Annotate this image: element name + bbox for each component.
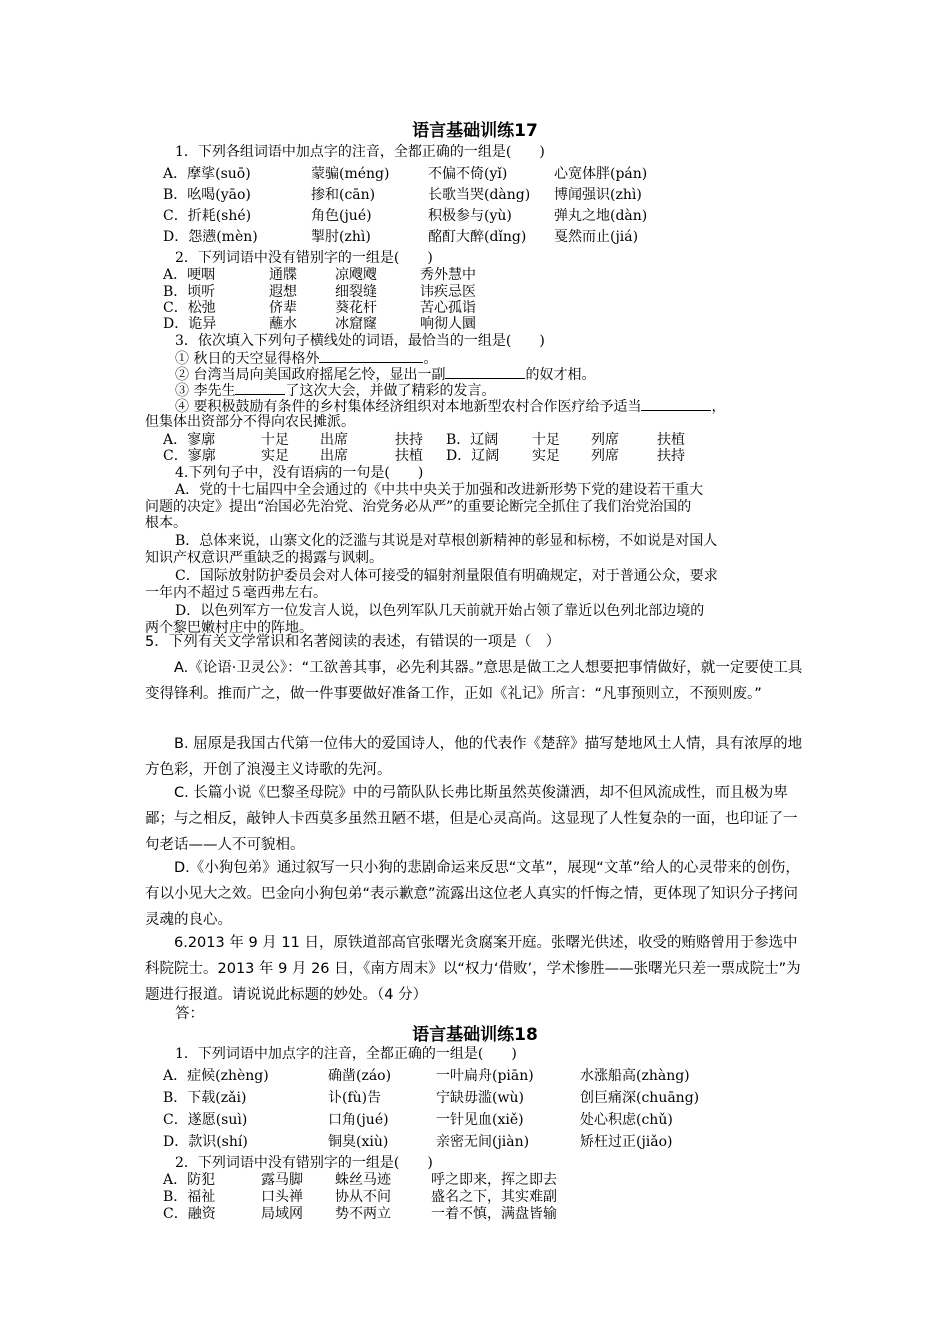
sentence-text: 的奴才相。 — [525, 367, 596, 383]
option-text: C．折耗(shé) — [163, 208, 252, 224]
q4-stem: 4.下列句子中，没有语病的一句是( ) — [175, 465, 424, 481]
option-text: 葵花杆 — [335, 300, 377, 316]
q3-options-ab — [163, 432, 685, 449]
option-text: D．怨懑(mèn) — [163, 229, 258, 245]
option-text: 实足 — [532, 448, 560, 464]
option-text: B．下载(zǎi) — [163, 1090, 247, 1106]
q5-option-a: A.《论语·卫灵公》：“工欲善其事，必先利其器。”意思是做工之人想要把事情做好，就一定要使工具变得锋利。推而广之，做一件事要做好准备工作，正如《礼记》所言：“凡事预则立，不预则废。” — [145, 660, 803, 702]
p2-stem: 2．下列词语中没有错别字的一组是( ) — [175, 1155, 433, 1171]
option-text: 十足 — [261, 432, 289, 448]
option-text: 通牒 — [269, 267, 297, 283]
option-text: 矫枉过正(jiǎo) — [580, 1134, 673, 1150]
q5-option-d: D.《小狗包弟》通过叙写一只小狗的悲剧命运来反思“文革”，展现“文革”给人的心灵带来的创伤，有以小见大之效。巴金向小狗包弟“表示歉意”流露出这位老人真实的忏悔之情，更体现了知识分子拷问灵魂的良心。 — [145, 860, 800, 928]
option-text: B．辽阔 — [446, 432, 499, 448]
option-text: 露马脚 — [261, 1172, 303, 1188]
option-text: A．摩挲(suō) — [163, 166, 251, 182]
q4-b-line1: B．总体来说，山寨文化的泛滥与其说是对草根创新精神的彰显和标榜，不如说是对国人 — [175, 533, 718, 549]
option-text: 积极参与(yù) — [428, 208, 512, 224]
sentence-text: ② 台湾当局向美国政府摇尾乞怜，显出一副 — [175, 367, 446, 383]
option-text: 一叶扁舟(piān) — [436, 1068, 534, 1084]
sentence-text: ① 秋日的天空显得格外 — [175, 351, 320, 367]
option-text: D．款识(shí) — [163, 1134, 248, 1150]
q2-option-a — [163, 267, 476, 284]
option-text: 弹丸之地(dàn) — [554, 208, 648, 224]
option-text: 一针见血(xiě) — [436, 1112, 524, 1128]
q2-stem: 2．下列词语中没有错别字的一组是( ) — [175, 250, 433, 266]
sentence-text: 了这次大会，并做了精彩的发言。 — [285, 383, 496, 399]
option-text: 协从不问 — [335, 1189, 391, 1205]
option-text: 铜臭(xiù) — [328, 1134, 389, 1150]
q1-stem: 1．下列各组词语中加点字的注音，全都正确的一组是( ) — [175, 144, 545, 160]
option-text: 宁缺毋滥(wù) — [436, 1090, 524, 1106]
option-text: 扶持 — [395, 432, 423, 448]
option-text: 角色(jué) — [311, 208, 372, 224]
option-text: 创巨痛深(chuāng) — [580, 1090, 700, 1106]
option-text: 出席 — [320, 448, 348, 464]
q4-b-line2: 知识产权意识严重缺乏的揭露与讽刺。 — [145, 550, 383, 566]
q4-c-line1: C．国际放射防护委员会对人体可接受的辐射剂量限值有明确规定，对于普通公众，要求 — [175, 568, 718, 584]
q5-option-b: B. 屈原是我国古代第一位伟大的爱国诗人，他的代表作《楚辞》描写楚地风土人情，具有浓厚的地方色彩，开创了浪漫主义诗歌的先河。 — [145, 736, 803, 778]
option-text: B．吆喝(yāo) — [163, 187, 251, 203]
option-text: 扶持 — [657, 448, 685, 464]
option-text: 势不两立 — [335, 1206, 391, 1222]
option-text: B．顷听 — [163, 284, 216, 300]
p1-option-c — [163, 1112, 673, 1129]
option-text: 苦心孤诣 — [420, 300, 476, 316]
option-text: 亲密无间(jiàn) — [436, 1134, 530, 1150]
fill-blank — [445, 366, 525, 379]
title-training-17: 语言基础训练17 — [412, 121, 538, 141]
option-text: C．融资 — [163, 1206, 216, 1222]
option-text: 戛然而止(jiá) — [554, 229, 639, 245]
option-text: 长歌当哭(dàng) — [428, 187, 531, 203]
q1-option-c — [163, 208, 647, 225]
q5-option-c: C. 长篇小说《巴黎圣母院》中的弓箭队队长弗比斯虽然英俊潇洒，却不但风流成性，而且极为卑鄙；与之相反，敲钟人卡西莫多虽然丑陋不堪，但是心灵高尚。这显现了人性复杂的一面，也印证了一句老话——人不可貌相。 — [145, 785, 798, 853]
option-text: 细裂缝 — [335, 284, 377, 300]
fill-blank — [235, 382, 285, 395]
option-text: 响彻人圜 — [420, 316, 476, 332]
option-text: D．诡异 — [163, 316, 217, 332]
option-text: A．防犯 — [163, 1172, 216, 1188]
option-text: 处心积虑(chǔ) — [580, 1112, 673, 1128]
q1-option-b — [163, 187, 642, 204]
option-text: 秀外慧中 — [420, 267, 476, 283]
q6-answer-label: 答： — [175, 1006, 204, 1022]
option-text: A．寥廓 — [163, 432, 216, 448]
option-text: 呼之即来，挥之即去 — [431, 1172, 557, 1188]
option-text: 侪辈 — [269, 300, 297, 316]
option-text: A．哽咽 — [163, 267, 216, 283]
p1-option-d — [163, 1134, 673, 1151]
option-text: D．辽阔 — [446, 448, 500, 464]
q3-sentence-4-cont: 但集体出资部分不得向农民摊派。 — [145, 414, 355, 430]
option-text: 掺和(cān) — [311, 187, 376, 203]
option-text: 扶植 — [395, 448, 423, 464]
q4-a-line3: 根本。 — [145, 515, 187, 531]
option-text: 酩酊大醉(dǐng) — [428, 229, 527, 245]
option-text: 出席 — [320, 432, 348, 448]
option-text: 不偏不倚(yǐ) — [428, 166, 508, 182]
option-text: A．症候(zhèng) — [163, 1068, 269, 1084]
q1-option-d — [163, 229, 638, 246]
q3-stem: 3．依次填入下列句子横线处的词语，最恰当的一组是( ) — [175, 333, 545, 349]
p1-option-a — [163, 1068, 690, 1085]
option-text: 局域网 — [261, 1206, 303, 1222]
option-text: C．松弛 — [163, 300, 216, 316]
option-text: 确凿(záo) — [328, 1068, 392, 1084]
q4-d-line2: 两个黎巴嫩村庄中的阵地。 — [145, 620, 313, 636]
q4-c-line2: 一年内不超过５毫西弗左右。 — [145, 585, 327, 601]
option-text: 口头禅 — [261, 1189, 303, 1205]
sentence-text: ， — [711, 399, 726, 415]
option-text: 口角(jué) — [328, 1112, 389, 1128]
option-text: C．遂愿(suì) — [163, 1112, 248, 1128]
option-text: 盛名之下，其实难副 — [431, 1189, 557, 1205]
option-text: 扶植 — [657, 432, 685, 448]
sentence-text: ④ 要积极鼓励有条件的乡村集体经济组织对本地新型农村合作医疗给予适当 — [175, 399, 642, 415]
q4-a-line1: A．党的十七届四中全会通过的《中共中央关于加强和改进新形势下党的建设若干重大 — [175, 482, 704, 498]
option-text: 冰窟窿 — [335, 316, 377, 332]
q4-a-line2: 问题的决定》提出“治国必先治党、治党务必从严”的重要论断完全抓住了我们治党治国的 — [145, 499, 692, 515]
option-text: 讣(fù)告 — [328, 1090, 382, 1106]
q1-option-a — [163, 166, 647, 183]
option-text: 蛛丝马迹 — [335, 1172, 391, 1188]
option-text: 列席 — [591, 448, 619, 464]
option-text: 心宽体胖(pán) — [554, 166, 648, 182]
title-training-18: 语言基础训练18 — [412, 1025, 538, 1045]
p2-option-b — [163, 1189, 557, 1206]
option-text: 讳疾忌医 — [420, 284, 476, 300]
q3-options-cd — [163, 448, 685, 465]
fill-blank — [319, 350, 423, 363]
option-text: C．寥廓 — [163, 448, 216, 464]
p2-option-a — [163, 1172, 557, 1189]
p2-option-c — [163, 1206, 557, 1223]
option-text: 蘸水 — [269, 316, 297, 332]
option-text: 遐想 — [269, 284, 297, 300]
q6-question: 6.2013 年 9 月 11 日，原铁道部高官张曙光贪腐案开庭。张曙光供述，收受的贿赂曾用于参选中科院院士。2013 年 9 月 26 日，《南方周末》以“权力‘借败’，学术惨胜——张曙光只差一票成院士”为题进行报道。请说说此标题的妙处。（4 分） — [145, 935, 801, 1003]
q2-option-c — [163, 300, 476, 317]
fill-blank — [641, 398, 711, 411]
option-text: 凉飕飕 — [335, 267, 377, 283]
option-text: 掣肘(zhì) — [311, 229, 371, 245]
option-text: 实足 — [261, 448, 289, 464]
q4-d-line1: D．以色列军方一位发言人说，以色列军队几天前就开始占领了靠近以色列北部边境的 — [175, 603, 705, 619]
option-text: B．福祉 — [163, 1189, 216, 1205]
option-text: 列席 — [591, 432, 619, 448]
q2-option-d — [163, 316, 476, 333]
option-text: 蒙骗(méng) — [311, 166, 390, 182]
p1-stem: 1．下列词语中加点字的注音，全都正确的一组是( ) — [175, 1046, 517, 1062]
sentence-text: 。 — [423, 351, 438, 367]
q2-option-b — [163, 284, 476, 301]
option-text: 一着不慎，满盘皆输 — [431, 1206, 557, 1222]
sentence-text: ③ 李先生 — [175, 383, 236, 399]
option-text: 博闻强识(zhì) — [554, 187, 642, 203]
option-text: 水涨船高(zhàng) — [580, 1068, 690, 1084]
q5-stem: 5．下列有关文学常识和名著阅读的表述，有错误的一项是（ ） — [145, 634, 561, 650]
option-text: 十足 — [532, 432, 560, 448]
p1-option-b — [163, 1090, 699, 1107]
